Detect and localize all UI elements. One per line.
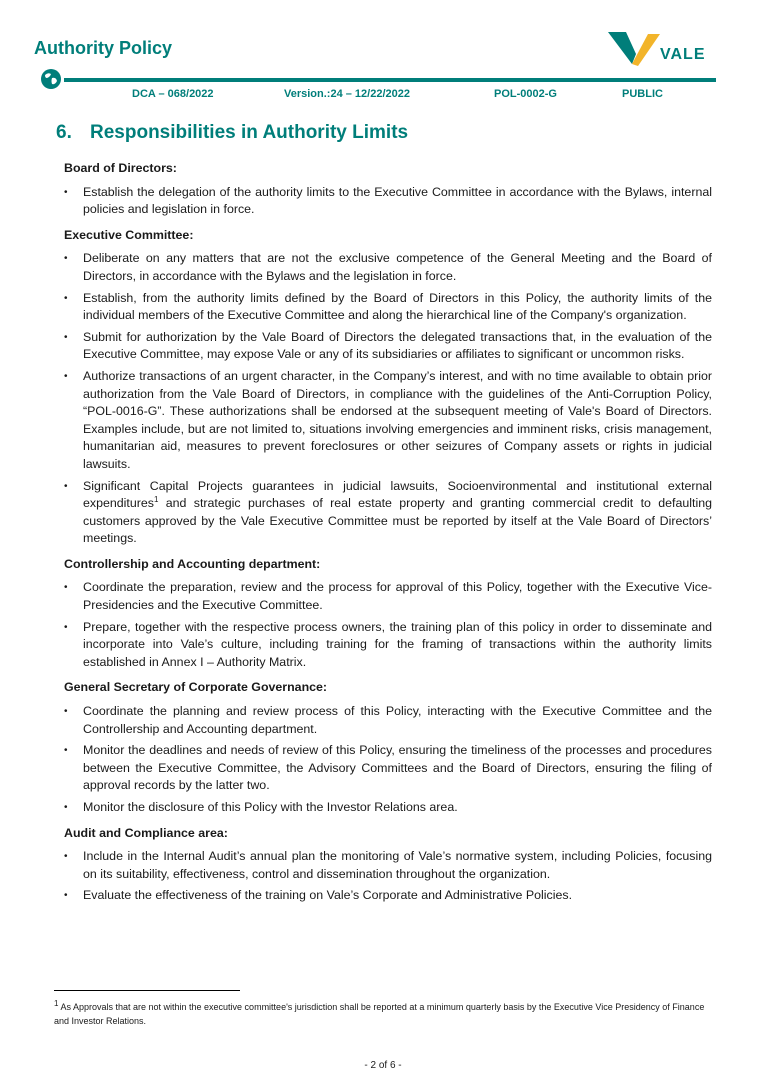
footnote-reference[interactable]: 1 (153, 494, 159, 504)
footnote-text: As Approvals that are not within the executive committee's jurisdiction shall be reported at a minimum quarterly basis by the Executive Vice Presidency of Finance and Investor Relations. (54, 1002, 705, 1026)
bullet-list (64, 579, 712, 671)
policy-id: POL-0002-G (494, 88, 557, 100)
group-audit-compliance (64, 825, 712, 905)
header-title: Authority Policy (34, 38, 173, 58)
bullet-list (64, 703, 712, 817)
bullet-list (64, 848, 712, 905)
globe-icon (40, 68, 62, 90)
list-item-footnoted (64, 478, 712, 548)
list-item: • Establish, from the authority limits defined by the Board of Directors in this Policy, the authority limits of the individual members of the Executive Committee and along the hierarchical line of the Company's organization. (64, 290, 712, 325)
list-item: • Deliberate on any matters that are not the exclusive competence of the General Meeting and the Board of Directors, in accordance with the Bylaws and the legislation in force. (64, 250, 712, 285)
list-item: • Authorize transactions of an urgent character, in the Company’s interest, and with no time available to obtain prior authorization from the Vale Board of Directors, in compliance with the guidelines of the Anti-Corruption Policy, “POL-0016-G”. These authorizations shall be endorsed at the subsequent meeting of Vale's Board of Directors. Examples include, but are not limited to, situations involving emergencies and imminent risks, crisis management, humanitarian aid, measures to prevent foreclosures or other seizures of Company assets or rights in judicial lawsuits. (64, 368, 712, 474)
footnote-divider (54, 990, 240, 991)
section-content (64, 160, 712, 913)
header-divider (64, 78, 716, 82)
group-general-secretary (64, 679, 712, 816)
list-item: • Establish the delegation of the authority limits to the Executive Committee in accordance with the Bylaws, internal policies and legislation in force. (64, 184, 712, 219)
group-heading: Executive Committee: (64, 227, 194, 242)
group-controllership (64, 556, 712, 672)
section-number: 6. (56, 122, 72, 143)
section-heading: Responsibilities in Authority Limits (90, 122, 409, 143)
list-item: • Monitor the disclosure of this Policy with the Investor Relations area. (64, 799, 712, 817)
list-item: • Monitor the deadlines and needs of review of this Policy, ensuring the timeliness of the processes and procedures between the Executive Committee, the Advisory Committees and the Board of Directors, ensuring the filing of approval records by the latter two. (64, 742, 712, 795)
list-item: • Coordinate the preparation, review and the process for approval of this Policy, together with the Executive Vice-Presidencies and the Executive Committee. (64, 579, 712, 614)
page-number: - 2 of 6 - (364, 1060, 402, 1071)
group-board-of-directors (64, 160, 712, 219)
doc-code: DCA – 068/2022 (132, 88, 214, 100)
list-item: • Include in the Internal Audit’s annual plan the monitoring of Vale’s normative system, including Policies, focusing on its suitability, effectiveness, control and dissemination throughout the organization. (64, 848, 712, 883)
vale-logo-text: VALE (660, 46, 706, 63)
bullet-list (64, 184, 712, 219)
list-item: • Submit for authorization by the Vale Board of Directors the delegated transactions that, in the evaluation of the Executive Committee, may expose Vale or any of its subsidiaries or affiliates to significant or uncommon risks. (64, 329, 712, 364)
classification-label: PUBLIC (622, 88, 663, 100)
group-heading: Controllership and Accounting department: (64, 556, 321, 571)
group-executive-committee (64, 227, 712, 548)
group-heading: Board of Directors: (64, 161, 177, 175)
list-item: • Evaluate the effectiveness of the training on Vale’s Corporate and Administrative Policies. (64, 887, 712, 905)
footnote-mark: 1 (54, 999, 59, 1008)
bullet-list (64, 250, 712, 548)
list-item: • Prepare, together with the respective process owners, the training plan of this policy in order to disseminate and incorporate into Vale’s culture, including training for the framing of transactions within the authority limits established in Annex I – Authority Matrix. (64, 619, 712, 672)
group-heading: General Secretary of Corporate Governance: (64, 680, 328, 695)
list-item-text: and strategic purchases of real estate property and granting commercial credit to defaulting customers approved by the Vale Executive Committee must be reported by itself at the Vale Board of Directors’ meetings. (83, 496, 712, 546)
section-title (56, 122, 408, 144)
list-item-text: Significant Capital Projects guarantees in judicial lawsuits, Socioenvironmental and institutional external expenditures (83, 478, 712, 511)
group-heading: Audit and Compliance area: (64, 825, 228, 840)
footnote (54, 1000, 714, 1028)
doc-version: Version.:24 – 12/22/2022 (284, 88, 410, 100)
list-item: • Coordinate the planning and review process of this Policy, interacting with the Executive Committee and the Controllership and Accounting department. (64, 703, 712, 738)
